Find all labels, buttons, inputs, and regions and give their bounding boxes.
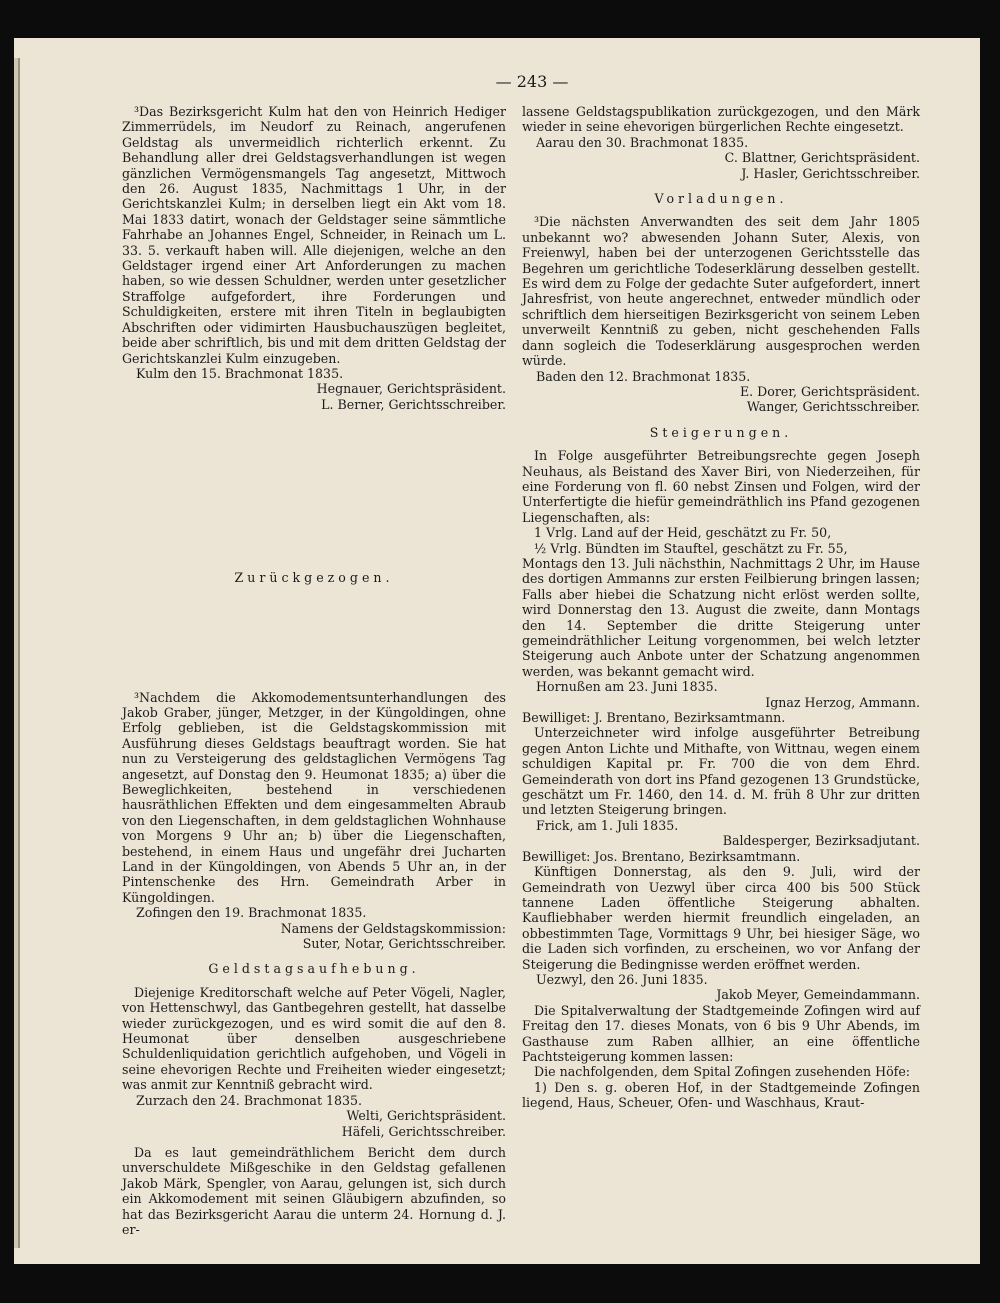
notice-maerk-date: Aarau den 30. Brachmonat 1835. — [536, 134, 749, 150]
notice-neuhaus-text-2: Montags den 13. Juli nächsthin, Nachmittags 2 Uhr, im Hause des dortigen Ammanns zur ersten Feilbierung bringen lassen; Falls aber hiebei die Schatzung nicht erlöst werden sollte, wird Donnerstag den 13. August die zweite, dann Montags den 14. September die dritte Steigerung unter gemeindräthlicher Leitung vorgenommen, bei welch letzter Steigerung auch Anbote unter der Schatzung angenommen werden, was bekannt gemacht wird. — [522, 555, 920, 679]
notice-suter-signature-2: Wanger, Gerichtsschreiber. — [746, 399, 920, 415]
notice-spital-text: Die Spitalverwaltung der Stadtgemeinde Zofingen wird auf Freitag den 17. dieses Monats, von 6 bis 9 Uhr Abends, im Gasthause zum Raben allhier, an eine öffentliche Pachtsteigerung kommen lassen: — [522, 1002, 920, 1064]
heading-geldstagsaufhebung: Geldstagsaufhebung. — [208, 961, 420, 977]
notice-suter-date: Baden den 12. Brachmonat 1835. — [536, 368, 751, 384]
newspaper-page — [14, 38, 980, 1264]
notice-voegeli-signature-2: Häfeli, Gerichtsschreiber. — [341, 1123, 506, 1139]
heading-zurueckgezogen: Zurückgezogen. — [234, 570, 394, 586]
notice-lichte-text: Unterzeichneter wird infolge ausgeführter Betreibung gegen Anton Lichte und Mithafte, von Wittnau, wegen einem schuldigen Kapital pr. Fr. 700 die von dem Ehrd. Gemeinderath von dort ins Pfand gezogenen 13 Grundstücke, geschätzt um Fr. 1460, den 14. d. M. früh 8 Uhr zur dritten und letzten Steigerung bringen. — [522, 725, 920, 818]
page-binding-edge — [14, 58, 20, 1248]
notice-suter-signature-1: E. Dorer, Gerichtspräsident. — [739, 383, 920, 399]
notice-maerk-text: Da es laut gemeindräthlichem Bericht dem durch unverschuldete Mißgeschike in den Geldstag gefallenen Jakob Märk, Spengler, von Aarau, gelungen ist, sich durch ein Akkomodement mit seinen Gläubigern abzufinden, so hat das Bezirksgericht Aarau die unterm 24. Hornung d. J. er- — [122, 1144, 506, 1237]
notice-neuhaus-date: Hornußen am 23. Juni 1835. — [536, 679, 718, 695]
notice-uezwyl-signature: Jakob Meyer, Gemeindammann. — [716, 987, 920, 1003]
page-number: — 243 — — [495, 72, 569, 91]
notice-spital-item-1: 1) Den s. g. oberen Hof, in der Stadtgemeinde Zofingen liegend, Haus, Scheuer, Ofen- und Waschhaus, Kraut- — [522, 1079, 920, 1111]
notice-lichte-signature: Baldesperger, Bezirksadjutant. — [722, 833, 920, 849]
notice-graber-signature-1: Namens der Geldstagskommission: — [280, 920, 506, 936]
notice-neuhaus-text: In Folge ausgeführter Betreibungsrechte gegen Joseph Neuhaus, als Beistand des Xaver Biri, von Niederzeihen, für eine Forderung von fl. 60 nebst Zinsen und Folgen, wird der Unterfertigte die hiefür gemeindräthlich ins Pfand gezogenen Liegenschaften, als: — [522, 448, 920, 525]
notice-neuhaus-item-1: 1 Vrlg. Land auf der Heid, geschätzt zu Fr. 50, — [534, 525, 832, 541]
notice-maerk-signature-1: C. Blattner, Gerichtspräsident. — [724, 150, 920, 166]
notice-neuhaus-item-2: ½ Vrlg. Bündten im Stauftel, geschätzt zu Fr. 55, — [534, 540, 848, 556]
right-column — [522, 104, 920, 1111]
heading-vorladungen: Vorladungen. — [654, 191, 788, 207]
notice-lichte-approval: Bewilliget: Jos. Brentano, Bezirksamtmann. — [522, 848, 801, 864]
notice-voegeli-signature-1: Welti, Gerichtspräsident. — [346, 1108, 506, 1124]
notice-kulm-signature-2: L. Berner, Gerichtsschreiber. — [321, 396, 506, 412]
notice-lichte-date: Frick, am 1. Juli 1835. — [536, 817, 679, 833]
notice-spital-text-2: Die nachfolgenden, dem Spital Zofingen zusehenden Höfe: — [534, 1064, 911, 1080]
notice-neuhaus-signature: Ignaz Herzog, Ammann. — [765, 694, 920, 710]
left-column — [122, 104, 506, 1237]
heading-steigerungen: Steigerungen. — [649, 424, 793, 440]
notice-suter-text: ³Die nächsten Anverwandten des seit dem Jahr 1805 unbekannt wo? abwesenden Johann Suter, Alexis, von Freienwyl, haben bei der unterzogenen Gerichtsstelle das Begehren um gerichtliche Todeserklärung desselben gestellt. Es wird dem zu Folge der gedachte Suter aufgefordert, innert Jahresfrist, von heute angerechnet, entweder mündlich oder schriftlich dem hierseitigen Bezirksgericht von seinem Leben unverweilt Kenntniß zu geben, nicht geschehenden Falls dann sogleich die Todeserklärung ausgesprochen werden würde. — [522, 214, 920, 369]
notice-neuhaus-approval: Bewilliget: J. Brentano, Bezirksamtmann. — [522, 710, 786, 726]
notice-maerk-continuation: lassene Geldstagspublikation zurückgezogen, und den Märk wieder in seine ehevorigen bürgerlichen Rechte eingesetzt. — [522, 104, 920, 135]
notice-voegeli-text: Diejenige Kreditorschaft welche auf Peter Vögeli, Nagler, von Hettenschwyl, das Gantbegehren gestellt, hat dasselbe wieder zurückgezogen, und es wird somit die auf den 8. Heumonat über denselben ausgeschriebene Schuldenliquidation gerichtlich aufgehoben, und Vögeli in seine ehevorigen Rechte und Freiheiten wieder eingesetzt; was anmit zur Kenntniß gebracht wird. — [122, 984, 506, 1093]
notice-kulm-signature-1: Hegnauer, Gerichtspräsident. — [316, 381, 506, 397]
notice-graber-text: ³Nachdem die Akkomodementsunterhandlungen des Jakob Graber, jünger, Metzger, in der Küngoldingen, ohne Erfolg geblieben, ist die Geldstagskommission mit Ausführung dieses Geldstags beauftragt worden. Sie hat nun zu Versteigerung des geldstaglichen Vermögens Tag angesetzt, auf Donstag den 9. Heumonat 1835; a) über die Beweglichkeiten, bestehend in verschiedenen hausräthlichen Effekten und dem eingesammelten Abraub von den Liegenschaften, in dem geldstaglichen Wohnhause von Morgens 9 Uhr an; b) über die Liegenschaften, bestehend, in einem Haus und ungefähr drei Jucharten Land in der Küngoldingen, von Abends 5 Uhr an, in der Pintenschenke des Hrn. Gemeindrath Arber in Küngoldingen. — [122, 689, 506, 905]
notice-maerk-signature-2: J. Hasler, Gerichtsschreiber. — [741, 165, 920, 181]
notice-graber-date: Zofingen den 19. Brachmonat 1835. — [136, 905, 367, 921]
notice-uezwyl-text: Künftigen Donnerstag, als den 9. Juli, wird der Gemeindrath von Uezwyl über circa 400 bis 500 Stück tannene Laden öffentliche Steigerung abhalten. Kaufliebhaber werden hiermit freundlich eingeladen, an obbestimmten Tage, Vormittags 9 Uhr, bei hiesiger Säge, wo die Laden sich vorfinden, zu erscheinen, wo vor Anfang der Steigerung die Bedingnisse werden eröffnet werden. — [522, 864, 920, 972]
notice-voegeli-date: Zurzach den 24. Brachmonat 1835. — [136, 1092, 363, 1108]
notice-kulm-date: Kulm den 15. Brachmonat 1835. — [136, 365, 344, 381]
notice-kulm-text: ³Das Bezirksgericht Kulm hat den von Heinrich Hediger Zimmerrüdels, im Neudorf zu Reinach, angerufenen Geldstag als unvermeidlich richterlich erkennt. Zu Behandlung aller drei Geldstagsverhandlungen ist wegen gänzlichen Vermögensmangels Tag angesetzt, Mittwoch den 26. August 1835, Nachmittags 1 Uhr, in der Gerichtskanzlei Kulm; in derselben liegt ein Akt vom 18. Mai 1833 datirt, wonach der Geldstager seine sämmtliche Fahrhabe an Johannes Engel, Schneider, in Reinach um L. 33. 5. verkauft haben will. Alle diejenigen, welche an den Geldstager irgend einer Art Anforderungen zu machen haben, so wie dessen Schuldner, werden unter gesetzlicher Straffolge aufgefordert, ihre Forderungen und Schuldigkeiten, erstere mit ihren Titeln in beglaubigten Abschriften oder vidimirten Hausbuchauszügen begleitet, beide aber schriftlich, bis und mit dem dritten Geldstag der Gerichtskanzlei Kulm einzugeben. — [122, 104, 506, 366]
notice-graber-signature-2: Suter, Notar, Gerichtsschreiber. — [302, 936, 506, 952]
notice-uezwyl-date: Uezwyl, den 26. Juni 1835. — [536, 971, 708, 987]
